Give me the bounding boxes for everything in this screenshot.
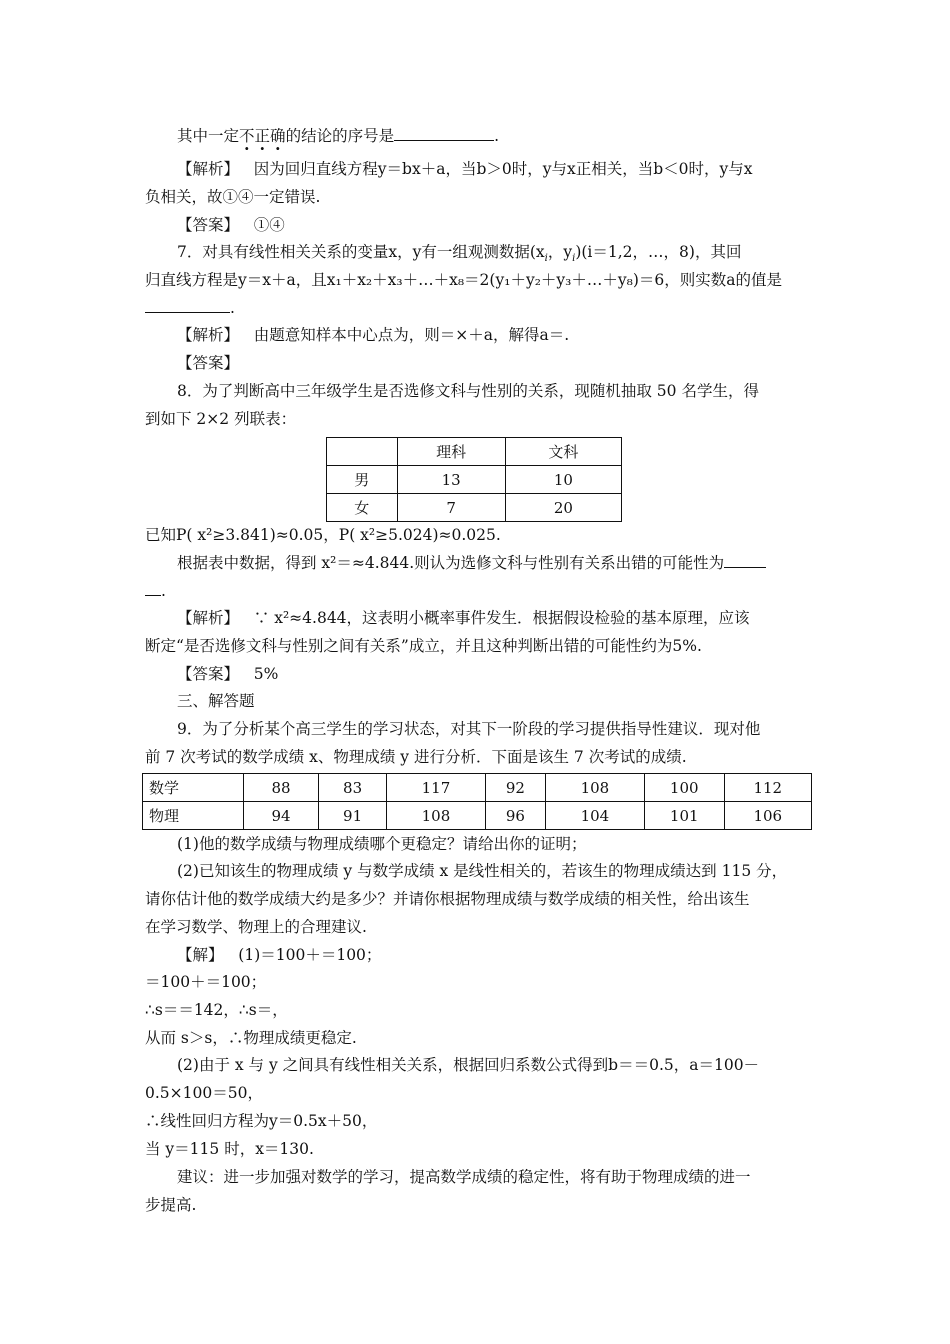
q9-sol-6: ∴线性回归方程为y＝0.5x＋50，: [145, 1112, 378, 1130]
q9-advice-b: 步提高.: [145, 1196, 197, 1214]
q9-sol-2: ＝100＋＝100；: [145, 973, 267, 991]
q7-analysis: 【解析】 由题意知样本中心点为，则＝×＋a，解得a＝.: [177, 326, 570, 344]
q7-stem-3: .: [145, 297, 235, 319]
q9-stem-2: 前 7 次考试的数学成绩 x、物理成绩 y 进行分析．下面是该生 7 次考试的成绩.: [145, 748, 687, 766]
q6-prompt-line: 其中一定不正确的结论的序号是 .: [177, 127, 500, 145]
q8-stem-1: 8．为了判断高中三年级学生是否选修文科与性别的关系，现随机抽取 50 名学生，得: [177, 382, 759, 400]
q9-part1: (1)他的数学成绩与物理成绩哪个更稳定？请给出你的证明；: [177, 835, 587, 853]
q8-question-cont: .: [145, 580, 166, 602]
q9-sol-7: 当 y＝115 时，x＝130.: [145, 1140, 314, 1158]
q7-answer: 【答案】: [177, 354, 240, 372]
contingency-table: [326, 437, 622, 522]
q6-analysis: 【解析】 因为回归直线方程y＝bx＋a，当b＞0时，y与x正相关，当b＜0时，y与x: [177, 160, 753, 178]
scores-table: [142, 773, 812, 830]
table-row: 理科 文科: [327, 438, 622, 466]
q6-analysis-cont: 负相关，故①④一定错误.: [145, 188, 321, 206]
q9-sol-3: ∴s＝＝142，∴s＝，: [145, 1001, 288, 1019]
q9-solution: 【解】 (1)＝100＋＝100；: [177, 946, 382, 964]
q8-answer: 【答案】 5%: [177, 665, 279, 683]
q9-part2-b: 请你估计他的数学成绩大约是多少？并请你根据物理成绩与数学成绩的相关性，给出该生: [145, 890, 750, 908]
q6-answer: 【答案】 ①④: [177, 216, 285, 234]
q9-stem-1: 9．为了分析某个高三学生的学习状态，对其下一阶段的学习提供指导性建议．现对他: [177, 720, 761, 738]
table-row: 物理 94 91 108 96 104 101 106: [143, 802, 812, 830]
section-title: 三、解答题: [177, 692, 255, 710]
q7-stem-2: 归直线方程是y＝x＋a，且x₁＋x₂＋x₃＋…＋x₈＝2(y₁＋y₂＋y₃＋…＋y₈)＝6，则实数a的值是: [145, 271, 783, 289]
q9-sol-5b: 0.5×100＝50，: [145, 1084, 263, 1102]
q8-question: 根据表中数据，得到 x²＝≈4.844.则认为选修文科与性别有关系出错的可能性为: [177, 552, 766, 574]
q9-part2-a: (2)已知该生的物理成绩 y 与数学成绩 x 是线性相关的，若该生的物理成绩达到 115 分，: [177, 862, 788, 880]
q8-given: 已知P( x²≥3.841)≈0.05，P( x²≥5.024)≈0.025.: [145, 526, 501, 544]
q9-sol-4: 从而 s＞s，∴物理成绩更稳定.: [145, 1029, 357, 1047]
q8-analysis: 【解析】 ∵ x²≈4.844，这表明小概率事件发生．根据假设检验的基本原理，应该: [177, 609, 750, 627]
q7-stem-1: 7．对具有线性相关关系的变量x，y有一组观测数据($x_i$，$y_i)(i=1,2$，…，8)，其回: [177, 243, 742, 265]
table-row: 女 7 20: [327, 494, 622, 522]
q9-advice-a: 建议：进一步加强对数学的学习，提高数学成绩的稳定性，将有助于物理成绩的进一: [177, 1168, 751, 1186]
q9-part2-c: 在学习数学、物理上的合理建议.: [145, 918, 367, 936]
table-row: 男 13 10: [327, 466, 622, 494]
table-row: 数学 88 83 117 92 108 100 112: [143, 774, 812, 802]
q8-analysis-cont: 断定“是否选修文科与性别之间有关系”成立，并且这种判断出错的可能性约为5%.: [145, 637, 702, 655]
q9-sol-5a: (2)由于 x 与 y 之间具有线性相关关系，根据回归系数公式得到b＝＝0.5，a＝100－: [177, 1056, 760, 1074]
q8-stem-2: 到如下 2×2 列联表：: [145, 410, 297, 428]
